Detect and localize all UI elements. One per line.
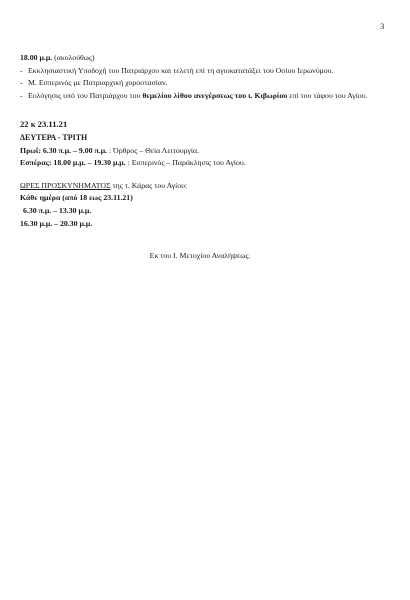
list-item: - Εκκλησιαστική Υποδοχή του Πατριάρχου και τελετή επί τη αγιοκατατάξει του Οσίου Ιερωνύμου.: [20, 66, 380, 77]
morning-label: Πρωΐ:: [20, 145, 41, 155]
morning-desc: : Όρθρος – Θεία Λειτουργία.: [107, 145, 200, 155]
list-item-bold: θεμελίου λίθου ανεγέρσεως του ι. Κιβωρίου: [142, 90, 288, 100]
evening-desc: : Εσπερινός – Παράκλησις του Αγίου.: [125, 158, 246, 168]
evening-row: [20, 158, 380, 169]
evening-time: 18.00 μ.μ. – 19.30 μ.μ.: [53, 158, 126, 168]
section-schedule-time: [20, 53, 380, 64]
schedule-time-bold: 18.00 μ.μ.: [20, 53, 53, 62]
morning-row: [20, 146, 380, 157]
veneration-heading-row: [20, 181, 380, 192]
schedule-time-note: (ακολούθως): [52, 53, 95, 62]
days-heading: ΔΕΥΤΕΡΑ - ΤΡΙΤΗ: [20, 132, 88, 142]
list-item: - Μ. Εσπερινός με Πατριαρχική χοροστασίαν.: [20, 78, 380, 89]
signature: Εκ του Ι. Μετοχίου Αναλήψεως.: [149, 251, 251, 261]
morning-time: 6.30 π.μ. – 9.00 π.μ.: [42, 145, 108, 155]
list-item-pre: Ευλόγησις υπό του Πατριάρχου του: [28, 90, 143, 100]
list-item-post: επί του τάφου του Αγίου.: [287, 90, 368, 100]
veneration-heading: ΩΡΕΣ ΠΡΟΣΚΥΝΗΜΑΤΟΣ: [20, 180, 111, 190]
schedule-list: [20, 66, 380, 102]
veneration-slot-2: 16.30 μ.μ. – 20.30 μ.μ.: [20, 218, 93, 228]
document-body: [20, 53, 380, 262]
daily-note: Κάθε ημέρα (από 18 εως 23.11.21): [20, 193, 133, 203]
veneration-heading-rest: της τ. Κάρας του Αγίου:: [110, 180, 188, 190]
list-item: [20, 91, 380, 102]
date-heading: 22 κ 23.11.21: [20, 119, 68, 130]
evening-label: Εσπέρας:: [20, 158, 52, 168]
veneration-slot-1: 6.30 π.μ. – 13.30 μ.μ.: [23, 205, 92, 215]
page-number: 3: [380, 21, 385, 31]
